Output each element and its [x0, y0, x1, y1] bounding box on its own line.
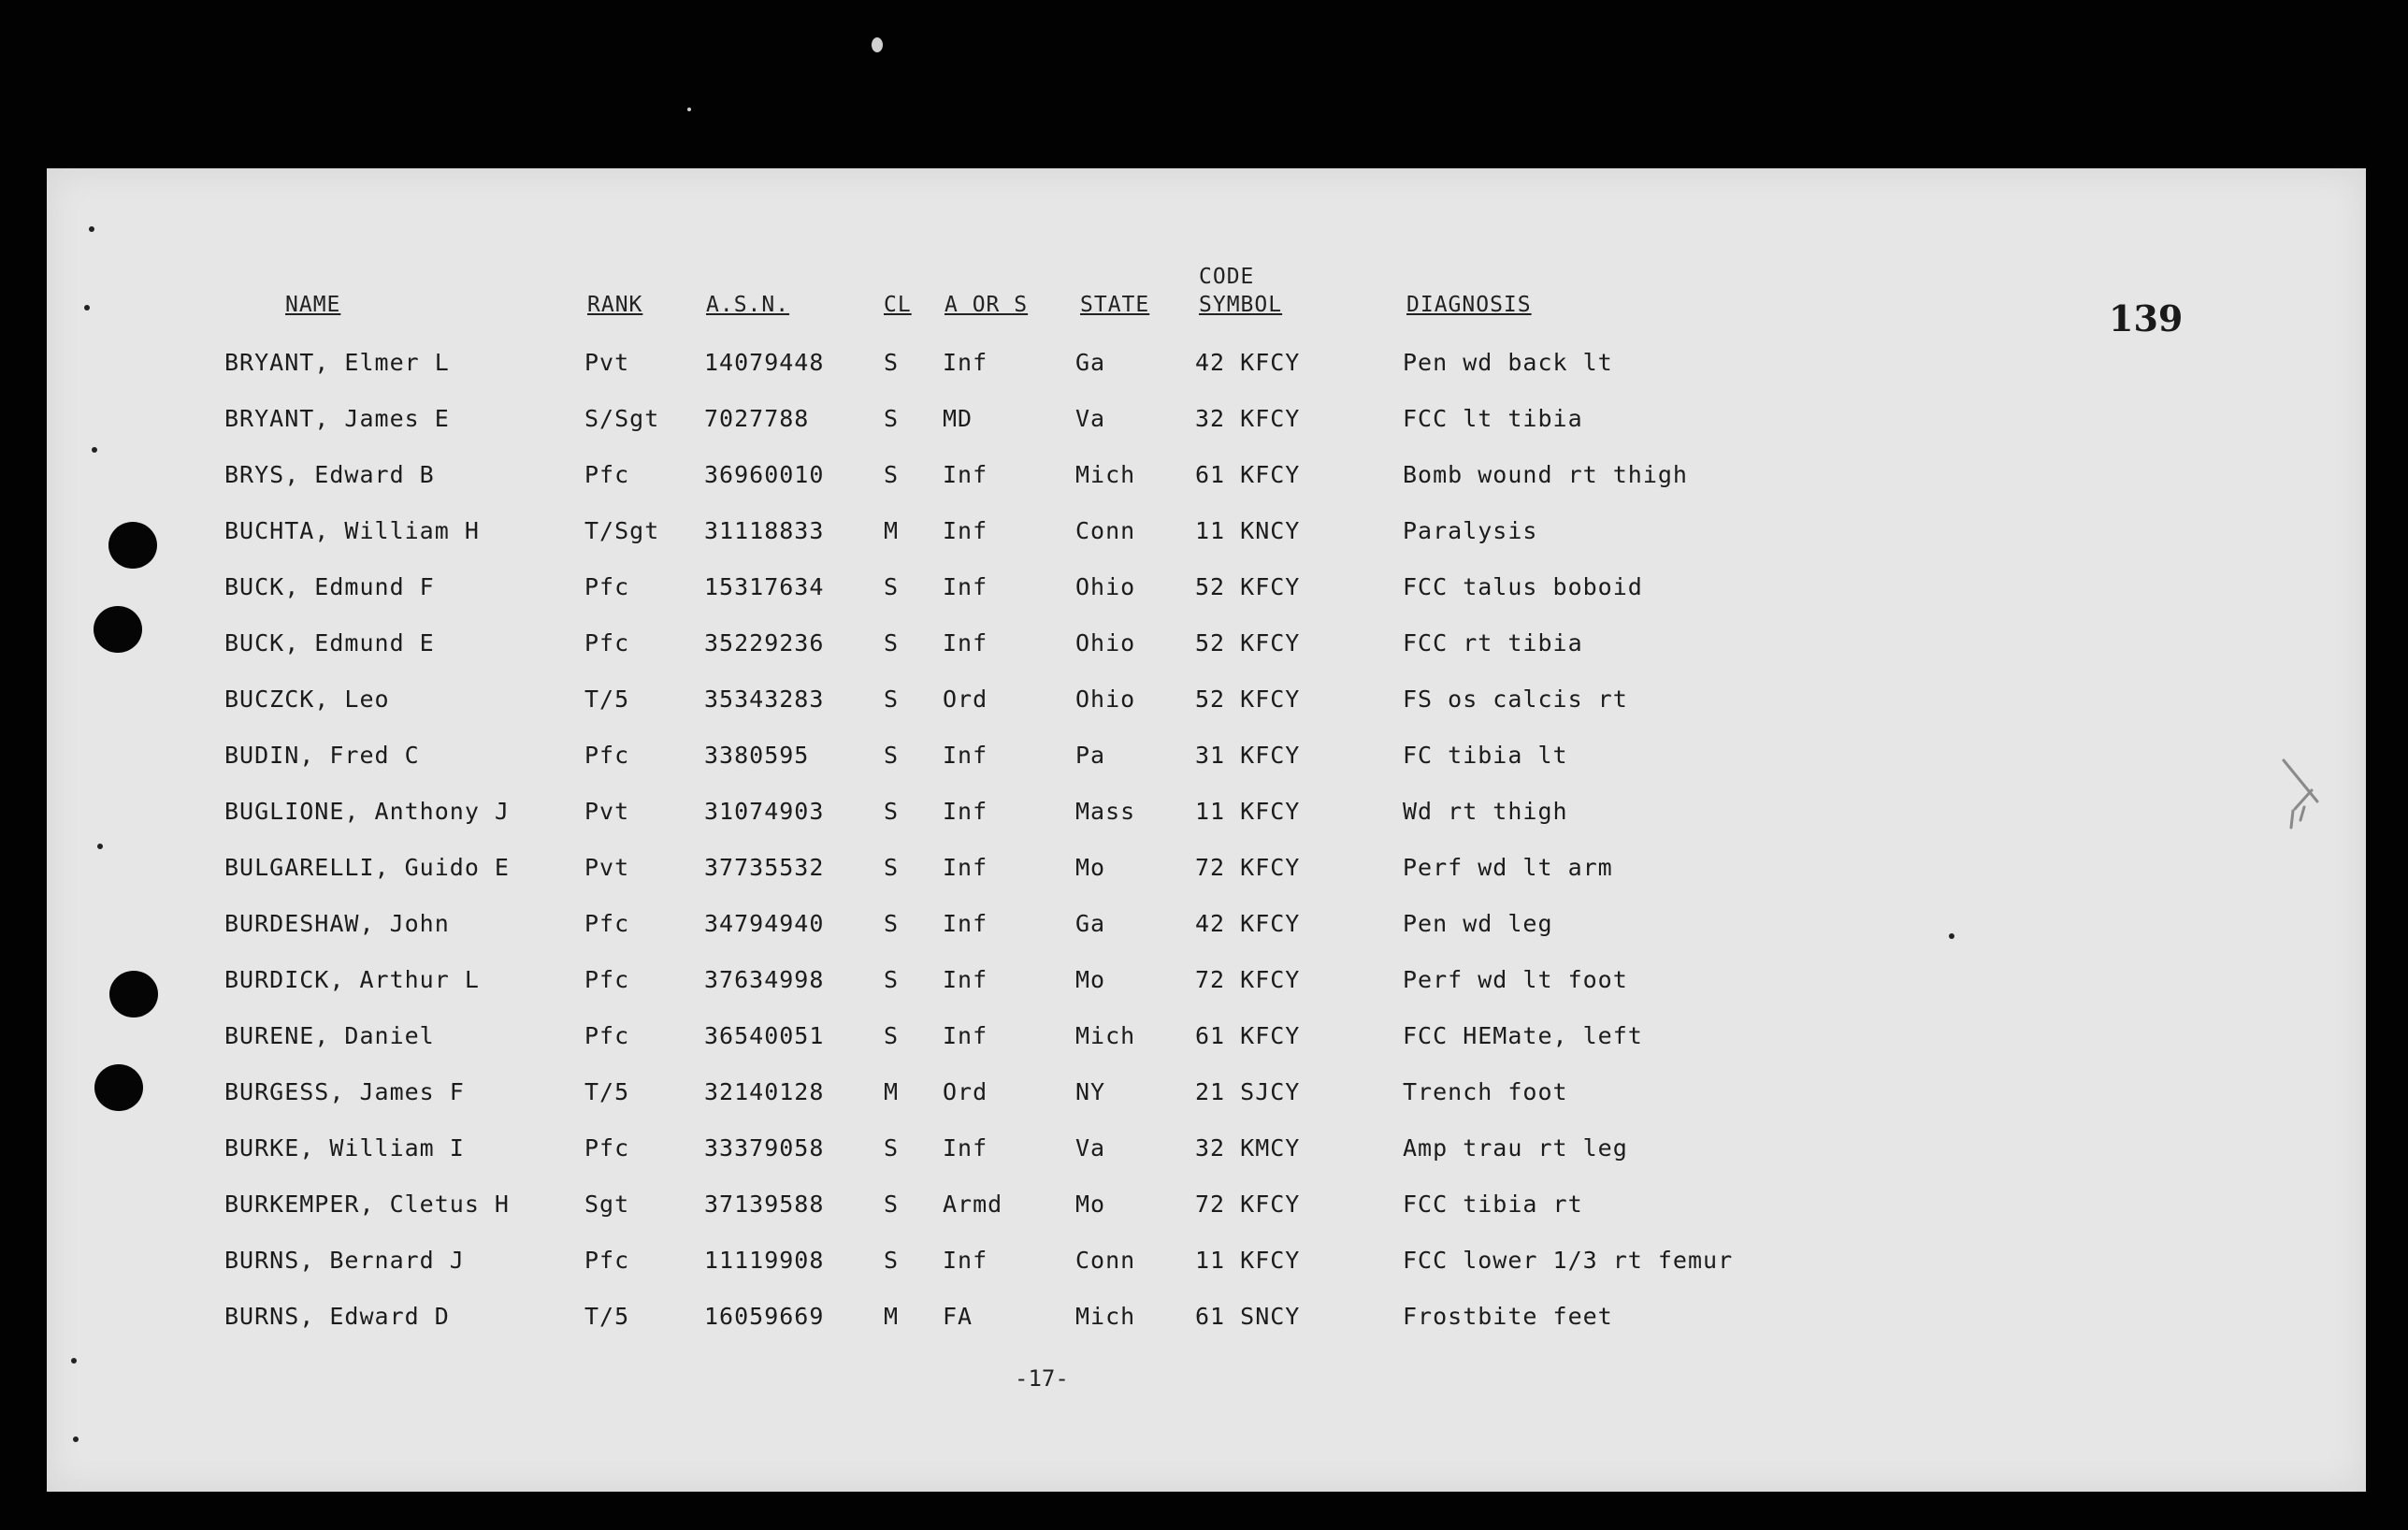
row-state: Pa [1075, 742, 1106, 769]
margin-dot [71, 1358, 77, 1364]
table-row [47, 349, 2366, 386]
row-diagnosis: Frostbite feet [1403, 1303, 1613, 1330]
header-code-top: CODE [1199, 265, 1255, 289]
margin-dot [97, 844, 103, 849]
row-rank: Pvt [584, 854, 630, 881]
row-diagnosis: Perf wd lt foot [1403, 966, 1628, 993]
row-cl: S [884, 1247, 900, 1274]
row-rank: Pfc [584, 1022, 630, 1049]
row-name: BRYS, Edward B [224, 461, 435, 488]
row-cl: S [884, 629, 900, 657]
row-name: BURNS, Bernard J [224, 1247, 465, 1274]
row-cl: M [884, 1078, 900, 1105]
table-row [47, 517, 2366, 555]
row-code-symbol: 61 KFCY [1195, 461, 1301, 488]
row-rank: Pfc [584, 1247, 630, 1274]
footer-page-number: -17- [1015, 1365, 1069, 1392]
row-name: BRYANT, Elmer L [224, 349, 450, 376]
table-row [47, 1303, 2366, 1340]
row-code-symbol: 31 KFCY [1195, 742, 1301, 769]
row-state: Conn [1075, 1247, 1136, 1274]
row-state: Ohio [1075, 573, 1136, 600]
row-state: NY [1075, 1078, 1106, 1105]
row-asn: 31118833 [704, 517, 825, 544]
row-code-symbol: 32 KMCY [1195, 1134, 1301, 1162]
row-diagnosis: FCC HEMate, left [1403, 1022, 1643, 1049]
table-row [47, 742, 2366, 779]
margin-dot [92, 447, 97, 453]
table-row [47, 1191, 2366, 1228]
row-a-or-s: Inf [943, 461, 988, 488]
row-a-or-s: Inf [943, 910, 988, 937]
row-state: Mich [1075, 461, 1136, 488]
margin-dot [73, 1436, 79, 1442]
header-name: NAME [285, 293, 341, 317]
row-code-symbol: 52 KFCY [1195, 629, 1301, 657]
page-number: 139 [2109, 297, 2184, 339]
row-code-symbol: 11 KFCY [1195, 798, 1301, 825]
row-cl: S [884, 573, 900, 600]
row-diagnosis: FCC rt tibia [1403, 629, 1583, 657]
row-rank: Pfc [584, 1134, 630, 1162]
row-state: Va [1075, 405, 1106, 432]
row-a-or-s: Inf [943, 629, 988, 657]
row-asn: 37634998 [704, 966, 825, 993]
row-a-or-s: Inf [943, 854, 988, 881]
row-a-or-s: Inf [943, 517, 988, 544]
table-row [47, 854, 2366, 891]
table-row [47, 405, 2366, 442]
row-name: BUCK, Edmund F [224, 573, 435, 600]
row-state: Mo [1075, 966, 1106, 993]
row-diagnosis: Paralysis [1403, 517, 1538, 544]
row-state: Mich [1075, 1022, 1136, 1049]
row-a-or-s: Inf [943, 349, 988, 376]
row-asn: 3380595 [704, 742, 810, 769]
row-diagnosis: FC tibia lt [1403, 742, 1568, 769]
row-code-symbol: 61 KFCY [1195, 1022, 1301, 1049]
row-a-or-s: Inf [943, 798, 988, 825]
margin-dot [89, 226, 94, 232]
row-a-or-s: Inf [943, 966, 988, 993]
table-row [47, 1134, 2366, 1172]
row-cl: S [884, 349, 900, 376]
row-cl: S [884, 798, 900, 825]
row-state: Ga [1075, 910, 1106, 937]
row-state: Ohio [1075, 629, 1136, 657]
row-asn: 31074903 [704, 798, 825, 825]
row-cl: S [884, 461, 900, 488]
row-state: Mass [1075, 798, 1136, 825]
row-rank: Pvt [584, 798, 630, 825]
row-diagnosis: FS os calcis rt [1403, 686, 1628, 713]
row-asn: 37139588 [704, 1191, 825, 1218]
row-asn: 16059669 [704, 1303, 825, 1330]
row-a-or-s: Armd [943, 1191, 1003, 1218]
row-asn: 36540051 [704, 1022, 825, 1049]
table-row [47, 461, 2366, 498]
row-cl: S [884, 1191, 900, 1218]
header-cl: CL [884, 293, 912, 317]
row-diagnosis: Perf wd lt arm [1403, 854, 1613, 881]
row-code-symbol: 72 KFCY [1195, 1191, 1301, 1218]
row-a-or-s: MD [943, 405, 973, 432]
row-code-symbol: 42 KFCY [1195, 349, 1301, 376]
row-code-symbol: 52 KFCY [1195, 573, 1301, 600]
row-code-symbol: 72 KFCY [1195, 854, 1301, 881]
row-name: BURGESS, James F [224, 1078, 465, 1105]
row-a-or-s: Ord [943, 1078, 988, 1105]
row-name: BUCZCK, Leo [224, 686, 390, 713]
row-rank: T/5 [584, 1303, 630, 1330]
row-rank: T/5 [584, 1078, 630, 1105]
row-code-symbol: 11 KNCY [1195, 517, 1301, 544]
row-code-symbol: 72 KFCY [1195, 966, 1301, 993]
row-code-symbol: 11 KFCY [1195, 1247, 1301, 1274]
row-state: Ohio [1075, 686, 1136, 713]
row-code-symbol: 21 SJCY [1195, 1078, 1301, 1105]
row-state: Ga [1075, 349, 1106, 376]
header-diagnosis: DIAGNOSIS [1406, 293, 1532, 317]
row-code-symbol: 61 SNCY [1195, 1303, 1301, 1330]
row-name: BURDESHAW, John [224, 910, 450, 937]
row-diagnosis: Pen wd back lt [1403, 349, 1613, 376]
row-cl: S [884, 966, 900, 993]
row-diagnosis: FCC lt tibia [1403, 405, 1583, 432]
table-row [47, 1022, 2366, 1060]
row-code-symbol: 52 KFCY [1195, 686, 1301, 713]
row-name: BURKE, William I [224, 1134, 465, 1162]
row-rank: Pfc [584, 742, 630, 769]
row-cl: M [884, 1303, 900, 1330]
row-diagnosis: Amp trau rt leg [1403, 1134, 1628, 1162]
row-rank: Pfc [584, 629, 630, 657]
row-diagnosis: FCC talus boboid [1403, 573, 1643, 600]
header-a-or-s: A OR S [944, 293, 1029, 317]
row-name: BURKEMPER, Cletus H [224, 1191, 510, 1218]
row-cl: S [884, 686, 900, 713]
row-rank: S/Sgt [584, 405, 660, 432]
row-state: Va [1075, 1134, 1106, 1162]
row-rank: Pfc [584, 910, 630, 937]
header-asn: A.S.N. [706, 293, 790, 317]
row-rank: Pvt [584, 349, 630, 376]
row-rank: T/Sgt [584, 517, 660, 544]
row-a-or-s: Inf [943, 573, 988, 600]
table-row [47, 1247, 2366, 1284]
row-rank: Pfc [584, 461, 630, 488]
document-page [47, 168, 2366, 1492]
table-row [47, 573, 2366, 611]
row-state: Conn [1075, 517, 1136, 544]
row-asn: 35343283 [704, 686, 825, 713]
row-a-or-s: Ord [943, 686, 988, 713]
row-cl: M [884, 517, 900, 544]
dust-speck [872, 37, 883, 52]
row-asn: 11119908 [704, 1247, 825, 1274]
row-name: BUCHTA, William H [224, 517, 480, 544]
table-row [47, 966, 2366, 1003]
row-cl: S [884, 742, 900, 769]
row-asn: 32140128 [704, 1078, 825, 1105]
row-state: Mich [1075, 1303, 1136, 1330]
row-code-symbol: 32 KFCY [1195, 405, 1301, 432]
row-name: BUDIN, Fred C [224, 742, 420, 769]
row-a-or-s: Inf [943, 742, 988, 769]
row-asn: 15317634 [704, 573, 825, 600]
row-a-or-s: Inf [943, 1247, 988, 1274]
table-row [47, 910, 2366, 947]
row-asn: 35229236 [704, 629, 825, 657]
row-asn: 34794940 [704, 910, 825, 937]
table-row [47, 686, 2366, 723]
row-diagnosis: Trench foot [1403, 1078, 1568, 1105]
row-rank: Pfc [584, 966, 630, 993]
row-a-or-s: Inf [943, 1022, 988, 1049]
row-cl: S [884, 1022, 900, 1049]
row-diagnosis: Wd rt thigh [1403, 798, 1568, 825]
table-row [47, 798, 2366, 835]
header-state: STATE [1080, 293, 1150, 317]
row-diagnosis: Bomb wound rt thigh [1403, 461, 1688, 488]
row-asn: 14079448 [704, 349, 825, 376]
row-rank: Sgt [584, 1191, 630, 1218]
header-code-symbol: SYMBOL [1199, 293, 1283, 317]
margin-dot [84, 305, 90, 310]
row-asn: 33379058 [704, 1134, 825, 1162]
dust-speck [687, 108, 691, 111]
row-name: BURDICK, Arthur L [224, 966, 480, 993]
row-diagnosis: FCC lower 1/3 rt femur [1403, 1247, 1734, 1274]
row-rank: Pfc [584, 573, 630, 600]
row-a-or-s: FA [943, 1303, 973, 1330]
row-cl: S [884, 854, 900, 881]
row-state: Mo [1075, 854, 1106, 881]
row-cl: S [884, 910, 900, 937]
row-cl: S [884, 405, 900, 432]
row-rank: T/5 [584, 686, 630, 713]
table-row [47, 629, 2366, 667]
row-name: BUGLIONE, Anthony J [224, 798, 510, 825]
row-a-or-s: Inf [943, 1134, 988, 1162]
row-diagnosis: FCC tibia rt [1403, 1191, 1583, 1218]
header-rank: RANK [587, 293, 643, 317]
row-name: BURNS, Edward D [224, 1303, 450, 1330]
row-name: BULGARELLI, Guido E [224, 854, 510, 881]
row-asn: 37735532 [704, 854, 825, 881]
row-asn: 7027788 [704, 405, 810, 432]
row-diagnosis: Pen wd leg [1403, 910, 1553, 937]
row-cl: S [884, 1134, 900, 1162]
row-name: BUCK, Edmund E [224, 629, 435, 657]
row-asn: 36960010 [704, 461, 825, 488]
row-name: BURENE, Daniel [224, 1022, 435, 1049]
row-name: BRYANT, James E [224, 405, 450, 432]
row-code-symbol: 42 KFCY [1195, 910, 1301, 937]
row-state: Mo [1075, 1191, 1106, 1218]
table-row [47, 1078, 2366, 1116]
